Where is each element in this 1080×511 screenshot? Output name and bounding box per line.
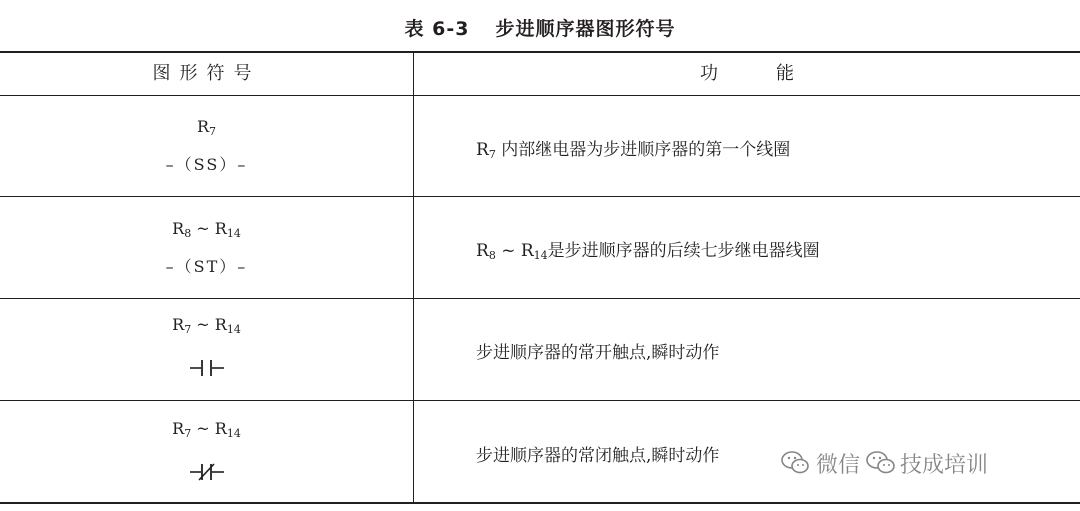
header-symbol: 图形符号 xyxy=(152,63,261,84)
watermark-text-left: 微信 xyxy=(816,452,861,478)
column-divider xyxy=(413,53,414,503)
symbol-label: $R_7$ ~ $R_{14}$ xyxy=(172,419,241,440)
table-caption xyxy=(0,14,1080,41)
watermark-text-right: 技成培训 xyxy=(900,452,989,478)
symbol-table xyxy=(0,51,1080,505)
function-text: 步进顺序器的常开触点,瞬时动作 xyxy=(476,343,720,363)
header-rule xyxy=(0,95,1080,96)
wechat-icon xyxy=(780,449,810,477)
wechat-icon xyxy=(864,449,898,477)
watermark xyxy=(780,447,988,479)
table-number: 表 6-3 xyxy=(404,18,470,40)
normally-open-contact-icon xyxy=(190,359,224,377)
symbol-label: $R_7$ ~ $R_{14}$ xyxy=(172,315,241,336)
coil-symbol: –（SS）– xyxy=(165,155,248,174)
symbol-label: $R_8$ ~ $R_{14}$ xyxy=(172,219,241,240)
row-divider xyxy=(0,400,1080,401)
header-function-char: 功 xyxy=(700,63,718,84)
table-title: 步进顺序器图形符号 xyxy=(495,18,676,40)
row-divider xyxy=(0,196,1080,197)
normally-closed-contact-icon xyxy=(190,463,224,481)
row-divider xyxy=(0,298,1080,299)
function-text: 步进顺序器的常闭触点,瞬时动作 xyxy=(476,446,720,466)
function-text: $R_7$ 内部继电器为步进顺序器的第一个线圈 xyxy=(476,140,791,161)
coil-symbol: –（ST）– xyxy=(165,257,248,276)
header-function xyxy=(414,53,1080,95)
symbol-label: $R_7$ xyxy=(196,117,217,138)
table-bottom-rule xyxy=(0,502,1080,504)
function-text: $R_8$ ~ $R_{14}$是步进顺序器的后续七步继电器线圈 xyxy=(476,241,820,262)
header-function-char: 能 xyxy=(776,63,794,84)
